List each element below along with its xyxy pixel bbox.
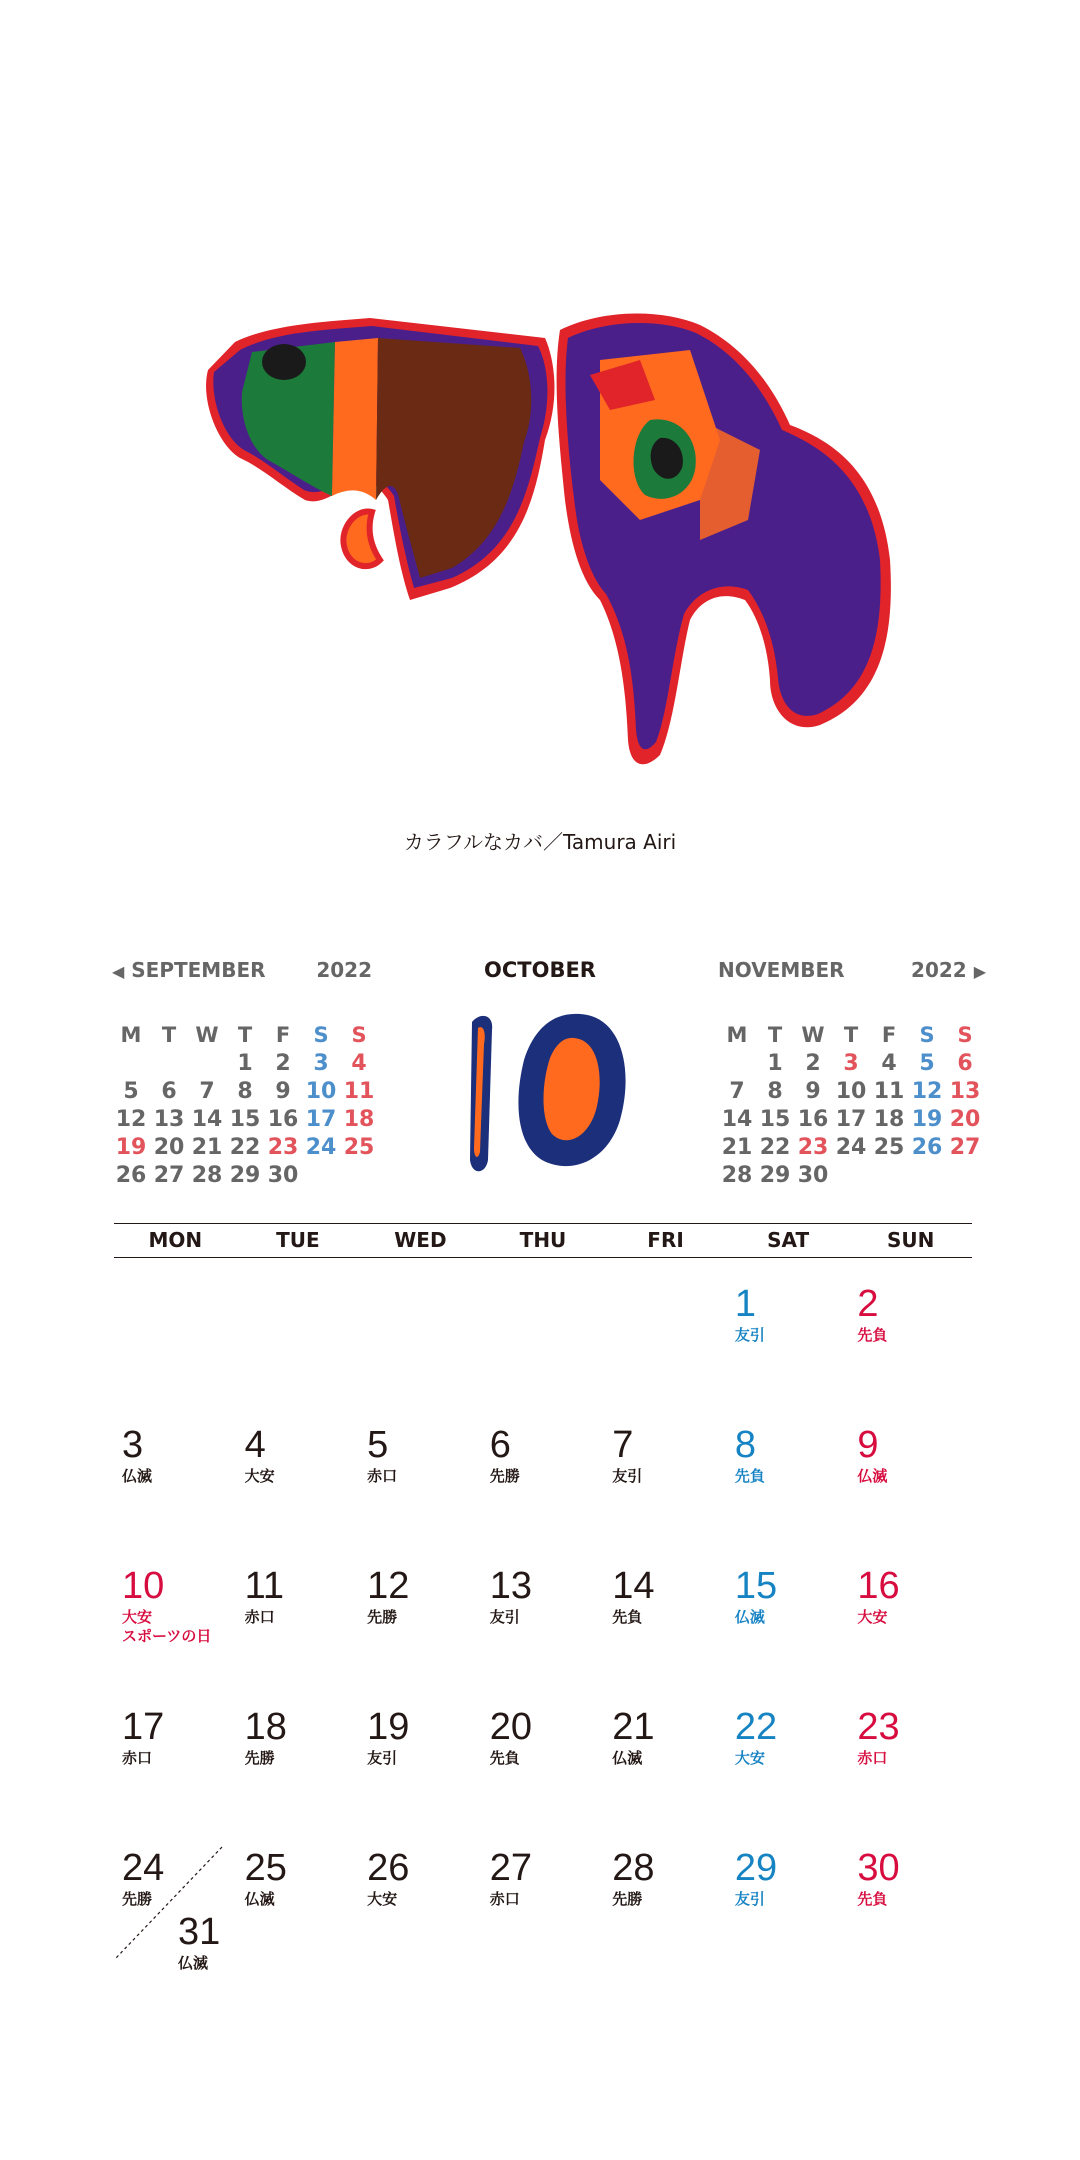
day-cell-17[interactable] bbox=[114, 1679, 237, 1820]
day-number: 8 bbox=[734, 1424, 756, 1466]
mini-next-day[interactable]: 10 bbox=[835, 1079, 867, 1104]
next-month-year: 2022 bbox=[911, 958, 967, 982]
mini-prev-blank-cell bbox=[150, 1050, 188, 1077]
mini-next-day[interactable]: 19 bbox=[911, 1107, 943, 1132]
mini-prev-day[interactable]: 11 bbox=[343, 1079, 375, 1104]
mini-next-day[interactable]: 23 bbox=[797, 1135, 829, 1160]
day-cell-20[interactable] bbox=[482, 1679, 605, 1820]
rokuyo-label: 先勝 bbox=[244, 1749, 275, 1767]
mini-prev-day[interactable]: 25 bbox=[343, 1135, 375, 1160]
mini-next-day[interactable]: 3 bbox=[843, 1051, 859, 1076]
day-number: 21 bbox=[612, 1706, 655, 1748]
weekday-label: FRI bbox=[647, 1228, 684, 1252]
day-number: 2 bbox=[857, 1283, 879, 1325]
day-cell-23[interactable] bbox=[849, 1679, 972, 1820]
day-number: 1 bbox=[734, 1283, 756, 1325]
mini-prev-dow-label: S bbox=[351, 1023, 367, 1047]
rokuyo-label: 大安 bbox=[734, 1749, 765, 1767]
empty-cell bbox=[359, 1256, 482, 1397]
mini-next-dow-label: S bbox=[919, 1023, 935, 1047]
mini-prev-day[interactable]: 2 bbox=[275, 1051, 291, 1076]
day-cell-6[interactable] bbox=[482, 1397, 605, 1538]
mini-prev-day[interactable]: 13 bbox=[153, 1107, 185, 1132]
day-number: 13 bbox=[489, 1565, 532, 1607]
mini-next-day[interactable]: 21 bbox=[721, 1135, 753, 1160]
mini-next-day[interactable]: 6 bbox=[957, 1051, 973, 1076]
mini-prev-dow-label: W bbox=[195, 1023, 219, 1047]
day-number: 9 bbox=[857, 1424, 879, 1466]
mini-next-day[interactable]: 25 bbox=[873, 1135, 905, 1160]
weekday-label: THU bbox=[519, 1228, 567, 1252]
mini-prev-day[interactable]: 8 bbox=[237, 1079, 253, 1104]
mini-next-day[interactable]: 8 bbox=[767, 1079, 783, 1104]
mini-prev-day[interactable]: 18 bbox=[343, 1107, 375, 1132]
mini-next-blank-cell bbox=[718, 1050, 756, 1077]
mini-calendar-prev-header[interactable] bbox=[112, 958, 372, 988]
weekday-label: MON bbox=[148, 1228, 203, 1252]
day-number: 26 bbox=[367, 1847, 410, 1889]
mini-prev-dow-label: T bbox=[161, 1023, 177, 1047]
day-cell-30[interactable] bbox=[849, 1820, 972, 1961]
rokuyo-label: 先勝 bbox=[612, 1890, 643, 1908]
mini-prev-day[interactable]: 21 bbox=[191, 1135, 223, 1160]
mini-prev-day[interactable]: 19 bbox=[115, 1135, 147, 1160]
rokuyo-label: 大安 bbox=[857, 1608, 888, 1626]
rokuyo-label: 仏滅 bbox=[857, 1467, 888, 1485]
weekday-label: WED bbox=[394, 1228, 447, 1252]
mini-prev-day[interactable]: 7 bbox=[199, 1079, 215, 1104]
mini-next-day[interactable]: 1 bbox=[767, 1051, 783, 1076]
mini-next-day[interactable]: 30 bbox=[797, 1163, 829, 1188]
prev-month-arrow-icon[interactable]: ◀ bbox=[112, 962, 125, 981]
day-number: 16 bbox=[857, 1565, 900, 1607]
weekday-label: SUN bbox=[887, 1228, 935, 1252]
rokuyo-label: 友引 bbox=[489, 1608, 520, 1626]
day-number: 3 bbox=[122, 1424, 144, 1466]
mini-prev-day[interactable]: 6 bbox=[161, 1079, 177, 1104]
mini-prev-day[interactable]: 20 bbox=[153, 1135, 185, 1160]
day-number: 15 bbox=[734, 1565, 778, 1607]
day-number: 4 bbox=[244, 1424, 266, 1466]
day-cell-21[interactable] bbox=[604, 1679, 727, 1820]
rokuyo-label: 先負 bbox=[734, 1467, 765, 1485]
rokuyo-label: 赤口 bbox=[489, 1890, 520, 1908]
mini-next-dow-label: W bbox=[801, 1023, 825, 1047]
day-cell-4[interactable] bbox=[237, 1397, 360, 1538]
current-month-name: OCTOBER bbox=[484, 958, 596, 982]
mini-next-day[interactable]: 9 bbox=[805, 1079, 821, 1104]
mini-prev-day[interactable]: 4 bbox=[351, 1051, 367, 1076]
mini-prev-day[interactable]: 14 bbox=[191, 1107, 223, 1132]
day-cell-31[interactable] bbox=[178, 1910, 220, 1972]
rokuyo-label: 赤口 bbox=[857, 1749, 888, 1767]
rokuyo-label: 大安 bbox=[244, 1467, 275, 1485]
drawn-digit-0 bbox=[518, 1014, 625, 1166]
day-cell-29[interactable] bbox=[727, 1820, 850, 1961]
mini-prev-day[interactable]: 3 bbox=[313, 1051, 329, 1076]
rokuyo-label: 先勝 bbox=[122, 1890, 153, 1908]
hippo-drawing bbox=[0, 0, 1080, 800]
day-number: 18 bbox=[244, 1706, 287, 1748]
mini-next-dow-label: F bbox=[881, 1023, 897, 1047]
empty-cell bbox=[114, 1256, 237, 1397]
day-number: 17 bbox=[122, 1706, 165, 1748]
day-cell-12[interactable] bbox=[359, 1538, 482, 1679]
day-cell-1[interactable] bbox=[727, 1256, 850, 1397]
mini-next-day[interactable]: 24 bbox=[835, 1135, 867, 1160]
mini-prev-day[interactable]: 16 bbox=[267, 1107, 299, 1132]
mini-next-day[interactable]: 29 bbox=[759, 1163, 791, 1188]
weekday-label: TUE bbox=[276, 1228, 320, 1252]
rokuyo-label: 先負 bbox=[857, 1326, 888, 1344]
mini-prev-day[interactable]: 26 bbox=[115, 1163, 147, 1188]
prev-month-name: SEPTEMBER bbox=[131, 958, 266, 982]
mini-next-dow-label: M bbox=[726, 1023, 748, 1047]
mini-next-day[interactable]: 20 bbox=[949, 1107, 981, 1132]
rokuyo-label: 先負 bbox=[612, 1608, 643, 1626]
mini-prev-day[interactable]: 5 bbox=[123, 1079, 139, 1104]
mini-prev-day[interactable]: 27 bbox=[153, 1163, 185, 1188]
mini-calendar-next-header[interactable] bbox=[718, 958, 986, 988]
mini-prev-dow-label: F bbox=[275, 1023, 291, 1047]
mini-next-dow-label: T bbox=[843, 1023, 859, 1047]
day-cell-18[interactable] bbox=[237, 1679, 360, 1820]
mini-next-day[interactable]: 26 bbox=[911, 1135, 943, 1160]
mini-next-dow-label: T bbox=[767, 1023, 783, 1047]
hippo-head bbox=[206, 318, 554, 600]
mini-prev-day[interactable]: 12 bbox=[115, 1107, 147, 1132]
hippo-body bbox=[557, 314, 891, 765]
mini-prev-day[interactable]: 15 bbox=[229, 1107, 261, 1132]
mini-next-dow-label: S bbox=[957, 1023, 973, 1047]
rokuyo-label: 先勝 bbox=[489, 1467, 520, 1485]
rokuyo-label: 大安 bbox=[367, 1890, 398, 1908]
mini-next-day[interactable]: 11 bbox=[873, 1079, 905, 1104]
rokuyo-label: 仏滅 bbox=[612, 1749, 643, 1767]
mini-next-day[interactable]: 14 bbox=[721, 1107, 753, 1132]
day-cell-2[interactable] bbox=[849, 1256, 972, 1397]
holiday-label: スポーツの日 bbox=[122, 1627, 212, 1645]
mini-prev-day[interactable]: 30 bbox=[267, 1163, 299, 1188]
day-cell-15[interactable] bbox=[727, 1538, 850, 1679]
mini-prev-day[interactable]: 17 bbox=[305, 1107, 337, 1132]
day-cell-10[interactable] bbox=[114, 1538, 237, 1679]
mini-next-day[interactable]: 27 bbox=[949, 1135, 981, 1160]
day-number: 30 bbox=[857, 1847, 900, 1889]
day-number: 14 bbox=[612, 1565, 655, 1607]
day-number: 12 bbox=[367, 1565, 410, 1607]
rokuyo-label: 友引 bbox=[367, 1749, 398, 1767]
day-number: 20 bbox=[489, 1706, 532, 1748]
rokuyo-label: 友引 bbox=[734, 1890, 765, 1908]
day-number: 10 bbox=[122, 1565, 165, 1607]
day-number: 5 bbox=[367, 1424, 389, 1466]
mini-prev-blank-cell bbox=[188, 1050, 226, 1077]
mini-next-day[interactable]: 22 bbox=[759, 1135, 791, 1160]
rokuyo-label: 先勝 bbox=[367, 1608, 398, 1626]
rokuyo-label: 仏滅 bbox=[734, 1608, 765, 1626]
mini-next-day[interactable]: 28 bbox=[721, 1163, 753, 1188]
mini-calendar-prev-grid bbox=[112, 1022, 375, 1189]
rokuyo-label: 赤口 bbox=[244, 1608, 275, 1626]
drawn-digit-1 bbox=[470, 1016, 492, 1171]
day-number: 28 bbox=[612, 1847, 655, 1889]
empty-cell bbox=[237, 1256, 360, 1397]
weekday-label: SAT bbox=[767, 1228, 810, 1252]
mini-prev-dow-label: S bbox=[313, 1023, 329, 1047]
mini-prev-day[interactable]: 22 bbox=[229, 1135, 261, 1160]
day-cell-11[interactable] bbox=[237, 1538, 360, 1679]
day-number: 27 bbox=[489, 1847, 532, 1889]
day-number: 31 bbox=[178, 1911, 221, 1953]
mini-calendar-next bbox=[718, 958, 986, 1189]
day-cell-8[interactable] bbox=[727, 1397, 850, 1538]
mini-prev-day[interactable]: 23 bbox=[267, 1135, 299, 1160]
day-cell-22[interactable] bbox=[727, 1679, 850, 1820]
rokuyo-label: 赤口 bbox=[367, 1467, 398, 1485]
mini-calendar-next-grid bbox=[718, 1022, 981, 1189]
day-cell-26[interactable] bbox=[359, 1820, 482, 1961]
day-cell-19[interactable] bbox=[359, 1679, 482, 1820]
next-month-name: NOVEMBER bbox=[718, 958, 845, 982]
mini-next-day[interactable]: 16 bbox=[797, 1107, 829, 1132]
mini-calendar-prev bbox=[112, 958, 375, 1189]
day-cell-16[interactable] bbox=[849, 1538, 972, 1679]
mini-prev-day[interactable]: 9 bbox=[275, 1079, 291, 1104]
day-number: 29 bbox=[734, 1847, 778, 1889]
next-month-year-group bbox=[911, 958, 986, 982]
mini-next-day[interactable]: 2 bbox=[805, 1051, 821, 1076]
rokuyo-label: 仏滅 bbox=[178, 1954, 209, 1972]
mini-prev-dow-label: T bbox=[237, 1023, 253, 1047]
day-cell-13[interactable] bbox=[482, 1538, 605, 1679]
rokuyo-label: 大安 bbox=[122, 1608, 153, 1626]
rokuyo-label: 友引 bbox=[612, 1467, 643, 1485]
day-cell-27[interactable] bbox=[482, 1820, 605, 1961]
mini-next-day[interactable]: 12 bbox=[911, 1079, 943, 1104]
mini-prev-day[interactable]: 1 bbox=[237, 1051, 253, 1076]
day-cell-25[interactable] bbox=[237, 1820, 360, 1961]
day-number: 25 bbox=[244, 1847, 287, 1889]
rokuyo-label: 先負 bbox=[857, 1890, 888, 1908]
day-number: 19 bbox=[367, 1706, 410, 1748]
month-grid bbox=[114, 1256, 972, 1961]
mini-prev-day[interactable]: 28 bbox=[191, 1163, 223, 1188]
mini-next-day[interactable]: 7 bbox=[729, 1079, 745, 1104]
rokuyo-label: 仏滅 bbox=[122, 1467, 153, 1485]
prev-month-year: 2022 bbox=[316, 958, 372, 982]
rokuyo-label: 仏滅 bbox=[244, 1890, 275, 1908]
day-cell-5[interactable] bbox=[359, 1397, 482, 1538]
day-number: 24 bbox=[122, 1847, 165, 1889]
rokuyo-label: 赤口 bbox=[122, 1749, 153, 1767]
day-cell-14[interactable] bbox=[604, 1538, 727, 1679]
weekday-header-row bbox=[114, 1223, 972, 1258]
day-number: 7 bbox=[612, 1424, 634, 1466]
rokuyo-label: 先負 bbox=[489, 1749, 520, 1767]
mini-prev-day[interactable]: 24 bbox=[305, 1135, 337, 1160]
day-cell-9[interactable] bbox=[849, 1397, 972, 1538]
mini-next-day[interactable]: 17 bbox=[835, 1107, 867, 1132]
next-month-arrow-icon[interactable]: ▶ bbox=[973, 962, 986, 981]
mini-prev-dow-label: M bbox=[120, 1023, 142, 1047]
day-number: 6 bbox=[489, 1424, 511, 1466]
mini-next-day[interactable]: 13 bbox=[949, 1079, 981, 1104]
mini-next-day[interactable]: 5 bbox=[919, 1051, 935, 1076]
month-number-drawing bbox=[462, 1010, 632, 1175]
day-number: 22 bbox=[734, 1706, 778, 1748]
day-cell-3[interactable] bbox=[114, 1397, 237, 1538]
mini-next-day[interactable]: 15 bbox=[759, 1107, 791, 1132]
mini-next-day[interactable]: 4 bbox=[881, 1051, 897, 1076]
day-cell-7[interactable] bbox=[604, 1397, 727, 1538]
day-number: 23 bbox=[857, 1706, 900, 1748]
empty-cell bbox=[604, 1256, 727, 1397]
artwork-caption: カラフルなカバ／Tamura Airi bbox=[403, 830, 677, 854]
mini-prev-day[interactable]: 10 bbox=[305, 1079, 337, 1104]
empty-cell bbox=[482, 1256, 605, 1397]
mini-prev-day[interactable]: 29 bbox=[229, 1163, 261, 1188]
mini-prev-blank-cell bbox=[112, 1050, 150, 1077]
day-cell-28[interactable] bbox=[604, 1820, 727, 1961]
mini-next-day[interactable]: 18 bbox=[873, 1107, 905, 1132]
day-number: 11 bbox=[244, 1565, 285, 1607]
rokuyo-label: 友引 bbox=[734, 1326, 765, 1344]
